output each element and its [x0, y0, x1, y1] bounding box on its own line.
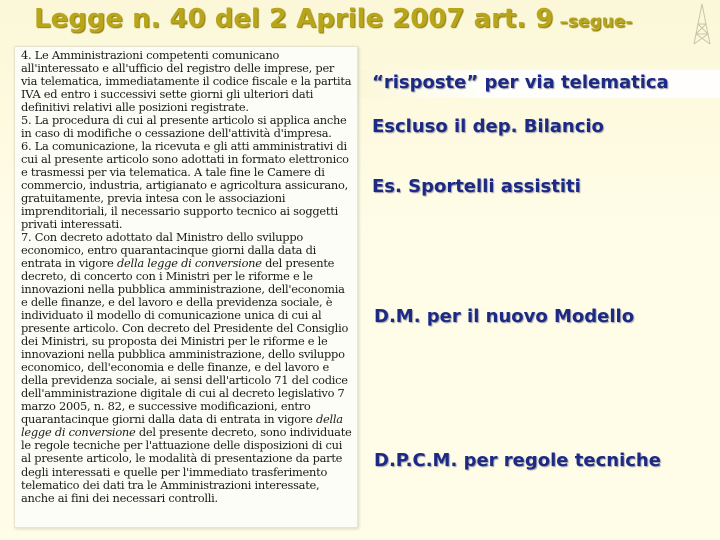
- law-text-clipping: [14, 46, 358, 528]
- note-dpcm-regole: D.P.C.M. per regole tecniche: [374, 450, 661, 471]
- slide-title-suffix: –segue-: [559, 12, 633, 32]
- note-sportelli-assistiti: Es. Sportelli assistiti: [372, 176, 581, 197]
- slide-title-text: Legge n. 40 del 2 Aprile 2007 art. 9: [34, 4, 554, 34]
- note-risposte-telematica: “risposte” per via telematica: [372, 72, 669, 93]
- paragraph-7-part-c: del presente decreto, sono individuate le regole tecniche per l'attuazione delle disposizioni di cui al presente articolo, le modalità di presentazione da parte degli interessati e quelle per l'immediato trasferimento telematico dei dati tra le Amministrazioni interessate, anche ai fini dei necessari controlli.: [21, 425, 352, 505]
- paragraph-4: 4. Le Amministrazioni competenti comunicano all'interessato e all'ufficio del registro delle imprese, per via telematica, immediatamente il codice fiscale e la partita IVA ed entro i successivi sette giorni gli ulteriori dati definitivi relativi alle posizioni registrate.: [21, 48, 352, 115]
- tower-icon: [690, 2, 714, 46]
- paragraph-7-italic-b: della legge di conversione: [21, 412, 343, 440]
- paragraph-6: 6. La comunicazione, la ricevuta e gli atti amministrativi di cui al presente articolo sono adottati in formato elettronico e trasmessi per via telematica. A tale fine le Camere di commercio, industria, artigianato e agricoltura assicurano, gratuitamente, previa intesa con le associazioni imprenditoriali, il necessario supporto tecnico ai soggetti privati interessati.: [21, 139, 349, 232]
- slide-title: [34, 4, 632, 34]
- note-dm-modello: D.M. per il nuovo Modello: [374, 306, 635, 327]
- paragraph-7-part-a: 7. Con decreto adottato dal Ministro dello sviluppo economico, entro quarantacinque giorni dalla data di entrata in vigore: [21, 230, 317, 271]
- paragraph-7-part-b: del presente decreto, di concerto con i Ministri per le riforme e le innovazioni nella pubblica amministrazione, dell'economia e delle finanze, e del lavoro e della previdenza sociale, è individuato il modello di comunicazione unica di cui al presente articolo. Con decreto del Presidente del Consiglio dei Ministri, su proposta dei Ministri per le riforme e le innovazioni nella pubblica amministrazione, dello sviluppo economico, dell'economia e delle finanze, e del lavoro e della previdenza sociale, ai sensi dell'articolo 71 del codice dell'amministrazione digitale di cui al decreto legislativo 7 marzo 2005, n. 82, e successive modificazioni, entro quarantacinque giorni dalla data di entrata in vigore: [21, 256, 349, 427]
- paragraph-5: 5. La procedura di cui al presente articolo si applica anche in caso di modifiche o cessazione dell'attività d'impresa.: [21, 113, 347, 141]
- note-escluso-bilancio: Escluso il dep. Bilancio: [372, 116, 604, 137]
- paragraph-7: [21, 231, 353, 504]
- paragraph-7-italic-a: della legge di conversione: [117, 256, 262, 271]
